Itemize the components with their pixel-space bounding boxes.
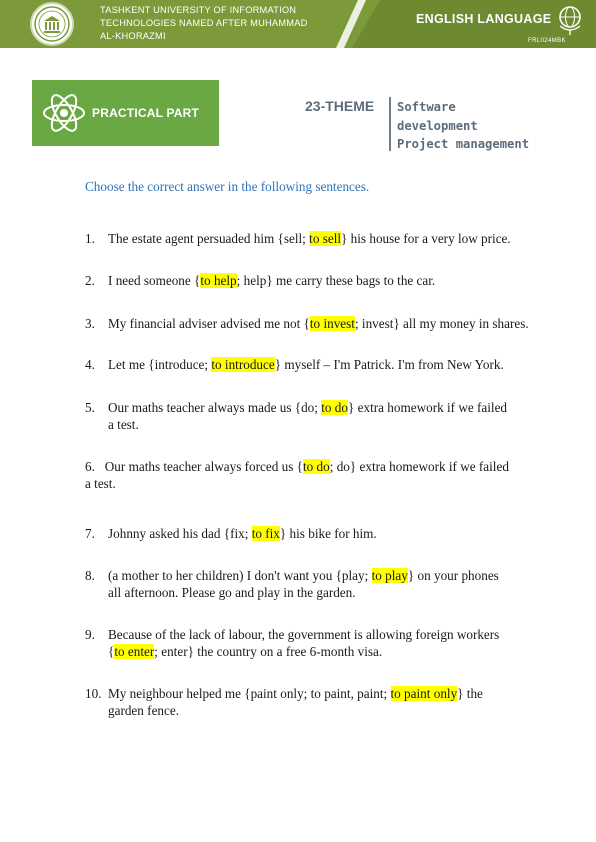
exercise-sentence (108, 626, 568, 660)
sentence-text: a test. (108, 417, 139, 432)
sentence-text: garden fence. (108, 703, 180, 718)
page-header (0, 0, 596, 48)
practical-part-label: PRACTICAL PART (92, 106, 200, 120)
sentence-text: I need someone { (108, 273, 201, 288)
highlighted-answer: to enter (114, 644, 155, 659)
exercise-sentence (108, 399, 568, 433)
university-logo-icon (30, 2, 74, 46)
exercise-number: 5. (85, 400, 95, 415)
exercise-number: 4. (85, 357, 95, 372)
highlighted-answer: to sell (309, 231, 342, 246)
sentence-line (108, 584, 568, 601)
sentence-text: Our maths teacher always forced us { (104, 459, 303, 474)
university-name-line: AL-KHORAZMI (100, 31, 166, 41)
exercise-number: 3. (85, 316, 95, 331)
exercise-sentence (85, 458, 545, 492)
exercise-number: 6. (85, 459, 105, 474)
globe-icon (557, 4, 583, 38)
exercise-number: 9. (85, 627, 95, 642)
exercise-sentence (108, 567, 568, 601)
sentence-text: } on your phones (407, 568, 499, 583)
theme-title-line: development (397, 118, 478, 133)
course-code: FRL024MBK (528, 38, 566, 44)
sentence-text: ; do} extra homework if we failed (329, 459, 509, 474)
sentence-line (108, 399, 568, 416)
sentence-line (108, 230, 568, 247)
exercise-number: 8. (85, 568, 95, 583)
exercise-sentence (108, 356, 568, 373)
atom-icon (40, 88, 88, 138)
highlighted-answer: to do (321, 400, 348, 415)
exercise-sentence (108, 272, 568, 289)
university-name (100, 4, 308, 43)
sentence-line (108, 626, 568, 643)
subject-title: ENGLISH LANGUAGE (416, 12, 552, 26)
sentence-text: (a mother to her children) I don't want you {play; (108, 568, 372, 583)
theme-title-line: Project management (397, 137, 530, 151)
exercise-number: 7. (85, 526, 95, 541)
sentence-line (108, 356, 568, 373)
theme-title-line: Software (397, 100, 456, 114)
sentence-text: Because of the lack of labour, the government is allowing foreign workers (108, 627, 500, 642)
sentence-text: ; enter} the country on a free 6-month visa. (154, 644, 383, 659)
theme-divider (389, 97, 391, 151)
exercise-number: 1. (85, 231, 95, 246)
highlighted-answer: to paint only (390, 686, 458, 701)
sentence-line (108, 685, 568, 702)
university-name-line: TASHKENT UNIVERSITY OF INFORMATION (100, 5, 297, 15)
sentence-text: all afternoon. Please go and play in the garden. (108, 585, 356, 600)
sentence-text: Our maths teacher always made us {do; (108, 400, 322, 415)
sentence-text: My neighbour helped me {paint only; to paint, paint; (108, 686, 391, 701)
sentence-text: } his bike for him. (279, 526, 377, 541)
sentence-line (108, 272, 568, 289)
sentence-text: Johnny asked his dad {fix; (108, 526, 252, 541)
exercise-number: 2. (85, 273, 95, 288)
sentence-text: Let me {introduce; (108, 357, 212, 372)
practical-part-banner (32, 80, 219, 146)
highlighted-answer: to introduce (211, 357, 275, 372)
sentence-line (108, 416, 568, 433)
theme-title (397, 98, 529, 154)
sentence-text: } his house for a very low price. (341, 231, 511, 246)
sentence-text: My financial adviser advised me not { (108, 316, 310, 331)
sentence-line (85, 475, 545, 492)
sentence-line (108, 525, 568, 542)
sentence-line (108, 702, 568, 719)
exercise-sentence (108, 315, 568, 332)
sentence-text: { (108, 644, 115, 659)
exercise-sentence (108, 230, 568, 247)
sentence-line (85, 458, 545, 475)
highlighted-answer: to fix (251, 526, 280, 541)
sentence-line (108, 643, 568, 660)
sentence-text: } myself – I'm Patrick. I'm from New York. (274, 357, 504, 372)
sentence-text: ; invest} all my money in shares. (354, 316, 529, 331)
instruction-text: Choose the correct answer in the following sentences. (85, 179, 370, 194)
sentence-line (108, 567, 568, 584)
sentence-text: The estate agent persuaded him {sell; (108, 231, 310, 246)
sentence-text: ; help} me carry these bags to the car. (236, 273, 436, 288)
highlighted-answer: to invest (309, 316, 355, 331)
sentence-text: } extra homework if we failed (348, 400, 508, 415)
sentence-text: a test. (85, 476, 116, 491)
sentence-line (108, 315, 568, 332)
sentence-text: } the (457, 686, 483, 701)
exercise-number: 10. (85, 686, 102, 701)
highlighted-answer: to do (303, 459, 330, 474)
theme-number: 23-THEME (305, 98, 375, 114)
exercise-sentence (108, 685, 568, 719)
highlighted-answer: to help (200, 273, 237, 288)
highlighted-answer: to play (371, 568, 408, 583)
exercise-sentence (108, 525, 568, 542)
university-name-line: TECHNOLOGIES NAMED AFTER MUHAMMAD (100, 18, 308, 28)
